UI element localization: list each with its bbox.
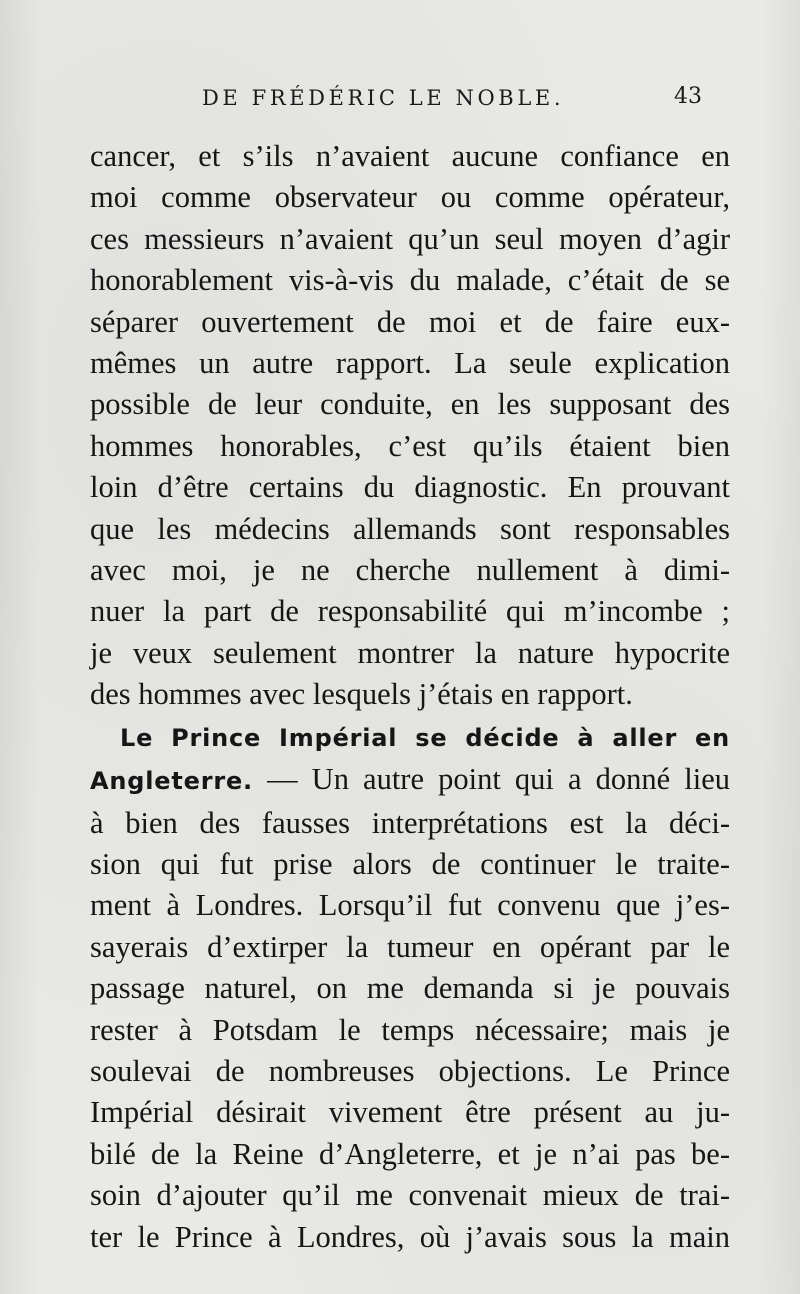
text-line: à bien des fausses interprétations est la déci- bbox=[90, 805, 730, 840]
text-line: soulevai de nombreuses objections. Le Prince bbox=[90, 1053, 730, 1088]
text-line: possible de leur conduite, en les supposant des bbox=[90, 387, 730, 422]
text-line: ment à Londres. Lorsqu’il fut convenu que j’es- bbox=[90, 888, 730, 923]
text-line: que les médecins allemands sont responsables bbox=[90, 511, 730, 546]
text-line: sion qui fut prise alors de continuer le traite- bbox=[90, 846, 730, 881]
paragraph bbox=[90, 136, 730, 716]
text-line: Impérial désirait vivement être présent au ju- bbox=[90, 1095, 730, 1130]
text-line: loin d’être certains du diagnostic. En prouvant bbox=[90, 470, 730, 505]
text-line: bilé de la Reine d’Angleterre, et je n’ai pas be- bbox=[90, 1136, 730, 1171]
section-heading-end: Angleterre. bbox=[90, 767, 253, 796]
text-line: ter le Prince à Londres, où j’avais sous la main bbox=[90, 1219, 730, 1254]
text-line: honorablement vis-à-vis du malade, c’était de se bbox=[90, 263, 730, 298]
text-line: passage naturel, on me demanda si je pouvais bbox=[90, 971, 730, 1006]
running-title: DE FRÉDÉRIC LE NOBLE. bbox=[202, 86, 565, 110]
text-line: séparer ouvertement de moi et de faire eux- bbox=[90, 304, 730, 339]
page-number: 43 bbox=[674, 84, 702, 109]
text-line: ces messieurs n’avaient qu’un seul moyen d’agir bbox=[90, 221, 730, 256]
running-head bbox=[0, 80, 800, 120]
text-line: mêmes un autre rapport. La seule explication bbox=[90, 346, 730, 381]
text-line: cancer, et s’ils n’avaient aucune confiance en bbox=[90, 139, 730, 173]
text-line: je veux seulement montrer la nature hypocrite bbox=[90, 635, 730, 670]
text-run: — Un autre point qui a donné lieu bbox=[252, 762, 730, 797]
text-line: des hommes avec lesquels j’étais en rapport. bbox=[90, 677, 633, 712]
section-heading-line bbox=[90, 716, 730, 759]
text-line: hommes honorables, c’est qu’ils étaient bien bbox=[90, 428, 730, 463]
text-line: rester à Potsdam le temps nécessaire; mais je bbox=[90, 1012, 730, 1047]
section-heading: Le Prince Impérial se décide à aller en bbox=[120, 723, 730, 752]
text-line: moi comme observateur ou comme opérateur, bbox=[90, 180, 730, 215]
paragraph bbox=[90, 716, 730, 1258]
text-line: nuer la part de responsabilité qui m’incombe ; bbox=[90, 594, 730, 629]
text-line: sayerais d’extirper la tumeur en opérant par le bbox=[90, 929, 730, 964]
text-line bbox=[90, 759, 730, 802]
text-body bbox=[90, 136, 730, 1258]
text-line: avec moi, je ne cherche nullement à dimi- bbox=[90, 553, 730, 588]
text-line: soin d’ajouter qu’il me convenait mieux de trai- bbox=[90, 1178, 730, 1213]
